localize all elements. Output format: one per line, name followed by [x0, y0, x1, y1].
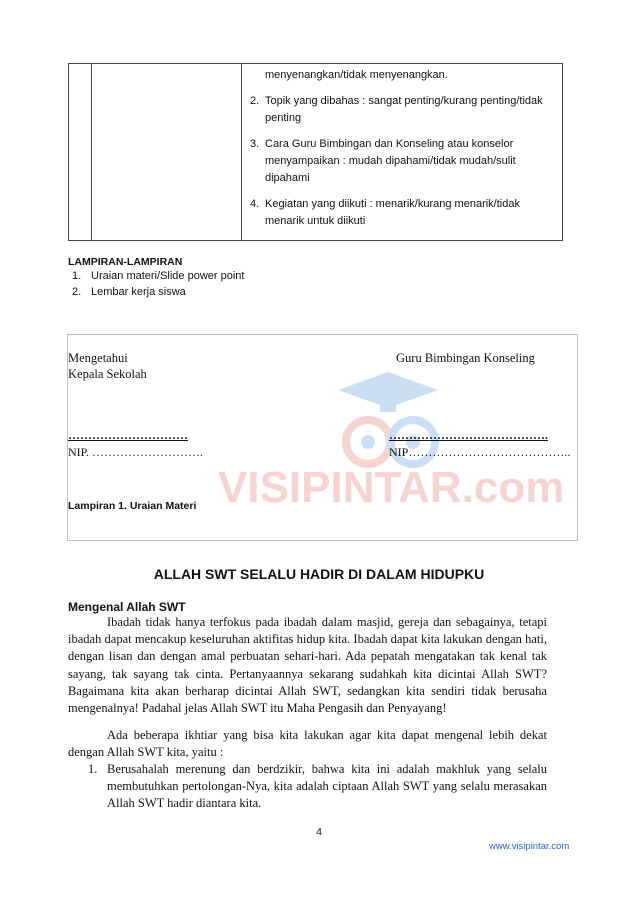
table-column-divider [241, 64, 242, 240]
table-item-text: Cara Guru Bimbingan dan Konseling atau konselor menyampaikan : mudah dipahami/tidak mudah/sulit dipahami [265, 138, 516, 184]
lampiran-heading: LAMPIRAN-LAMPIRAN [68, 256, 183, 268]
table-item-continuation: menyenangkan/tidak menyenangkan. [265, 69, 448, 81]
counselor-nip: NIP………………………………….. [389, 445, 571, 459]
counselor-title: Guru Bimbingan Konseling [396, 351, 535, 365]
page-number: 4 [316, 826, 322, 838]
lampiran-item-number: 2. [72, 286, 82, 298]
website-link[interactable]: www.visipintar.com [489, 841, 570, 852]
table-item-number: 2. [250, 95, 260, 107]
article-paragraph: Ibadah tidak hanya terfokus pada ibadah dalam masjid, gereja dan sebagainya, tetapi ibadah dapat mencakup keseluruhan aktifitas hidup kita. Ibadah dapat kita lakukan dengan hati, dengan lisan dan dengan amal perbuatan sehari-hari. Ada pepatah mengatakan tak kenal tak sayang, tak sayang tak cinta. Pertanyaannya sekarang sudahkah kita dicintai Allah SWT? Bagaimana kita akan berharap dicintai Allah SWT, sedangkan kita sendiri tidak berusaha mengenalnya! Padahal jelas Allah SWT itu Maha Pengasih dan Penyayang! [68, 615, 547, 716]
table-item-text: Kegiatan yang diikuti : menarik/kurang menarik/tidak menarik untuk diikuti [265, 198, 520, 227]
lampiran-item-number: 1. [72, 270, 82, 282]
graduation-cap-icon [338, 372, 438, 412]
table-column-divider [91, 64, 92, 240]
article-title: ALLAH SWT SELALU HADIR DI DALAM HIDUPKU [153, 566, 485, 582]
principal-title: Kepala Sekolah [68, 367, 147, 381]
counselor-name-placeholder: …………………………………. [389, 428, 548, 442]
table-item-number: 4. [250, 198, 260, 210]
attachment-caption: Lampiran 1. Uraian Materi [68, 500, 197, 512]
principal-nip: NIP. ………………………. [68, 445, 204, 459]
approval-label: Mengetahui [68, 351, 128, 365]
section-heading: Mengenal Allah SWT [68, 600, 186, 614]
principal-name-placeholder: ………………………… [68, 428, 188, 442]
table-item-number: 3. [250, 138, 260, 150]
lampiran-item-text: Uraian materi/Slide power point [91, 270, 245, 282]
watermark-text: VISIPINTAR.com [218, 463, 565, 512]
lampiran-item-text: Lembar kerja siswa [91, 286, 186, 298]
article-paragraph: Ada beberapa ikhtiar yang bisa kita lakukan agar kita dapat mengenal lebih dekat dengan Allah SWT kita, yaitu : [68, 728, 547, 760]
table-item-text: Topik yang dibahas : sangat penting/kurang penting/tidak penting [265, 95, 543, 124]
list-item-text: Berusahalah merenung dan berdzikir, bahwa kita ini adalah makhluk yang selalu membutuhkan pertolongan-Nya, kita adalah ciptaan Allah SWT yang selalu merasakan Allah SWT hadir diantara kita. [107, 762, 547, 811]
list-item-number: 1. [88, 762, 98, 776]
